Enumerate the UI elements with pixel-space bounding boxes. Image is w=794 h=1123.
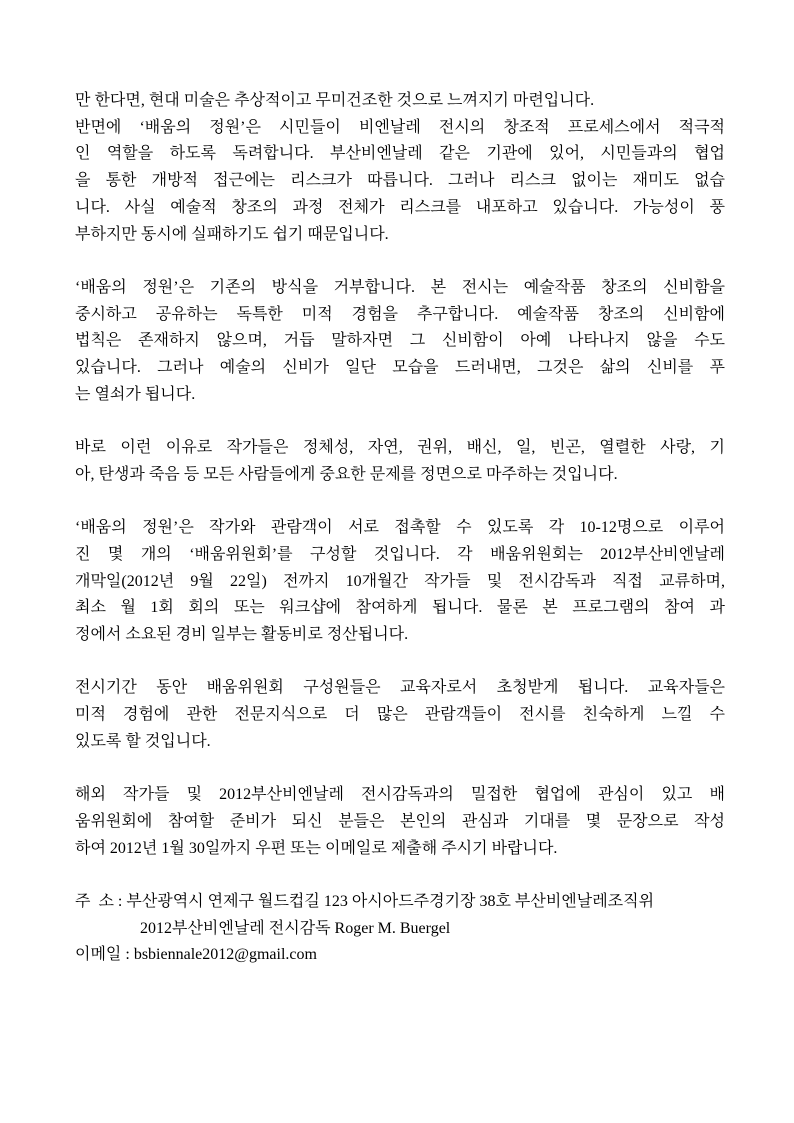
text-line: 개막일(2012년 9월 22일) 전까지 10개월간 작가들 및 전시감독과 직접 교류하며,: [75, 572, 725, 590]
paragraph: [75, 115, 725, 249]
address-line: [75, 889, 725, 916]
document-content: [75, 88, 725, 969]
paragraph: [75, 515, 725, 649]
text-line: 하여 2012년 1월 30일까지 우편 또는 이메일로 제출해 주시기 바랍니다.: [75, 839, 558, 857]
text-line: 부하지만 동시에 실패하기도 쉽기 때문입니다.: [75, 225, 389, 243]
document-body: [75, 88, 725, 862]
paragraph: [75, 675, 725, 755]
address-label: 주 소 :: [75, 893, 127, 910]
contact-block: [75, 889, 725, 969]
text-line: 인 역할을 하도록 독려합니다. 부산비엔날레 같은 기관에 있어, 시민들과의 협업: [75, 145, 725, 163]
address-line-2: 2012부산비엔날레 전시감독 Roger M. Buergel: [140, 919, 451, 937]
text-line: 미적 경험에 관한 전문지식으로 더 많은 관람객들이 전시를 친숙하게 느낄 수: [75, 706, 725, 724]
text-line: 최소 월 1회 회의 또는 워크샵에 참여하게 됩니다. 물론 본 프로그램의 참여 과: [75, 599, 725, 617]
address-value: 부산광역시 연제구 월드컵길 123 아시아드주경기장 38호 부산비엔날레조직위: [126, 893, 655, 910]
text-line: 바로 이런 이유로 작가들은 정체성, 자연, 권위, 배신, 일, 빈곤, 열렬한 사랑, 기: [75, 439, 725, 457]
text-line: 있도록 할 것입니다.: [75, 732, 211, 750]
text-line: 을 통한 개방적 접근에는 리스크가 따릅니다. 그러나 리스크 없이는 재미도 없습: [75, 172, 725, 190]
text-line: ‘배움의 정원’은 작가와 관람객이 서로 접촉할 수 있도록 각 10-12명으로 이루어: [75, 519, 725, 537]
paragraph: [75, 435, 725, 488]
text-line: 있습니다. 그러나 예술의 신비가 일단 모습을 드러내면, 그것은 삶의 신비를 푸: [75, 359, 725, 377]
text-line: 정에서 소요된 경비 일부는 활동비로 정산됩니다.: [75, 626, 409, 644]
text-line: 아, 탄생과 죽음 등 모든 사람들에게 중요한 문제를 정면으로 마주하는 것입니다.: [75, 465, 618, 483]
paragraph: [75, 782, 725, 862]
text-line: 니다. 사실 예술적 창조의 과정 전체가 리스크를 내포하고 있습니다. 가능성이 풍: [75, 198, 725, 216]
text-line: 반면에 ‘배움의 정원’은 시민들이 비엔날레 전시의 창조적 프로세스에서 적극적: [75, 118, 725, 136]
text-line: 법칙은 존재하지 않으며, 거듭 말하자면 그 신비함이 아예 나타나지 않을 수도: [75, 332, 725, 350]
text-line: ‘배움의 정원’은 기존의 방식을 거부합니다. 본 전시는 예술작품 창조의 신비함을: [75, 278, 725, 296]
text-line: 는 열쇠가 됩니다.: [75, 385, 196, 403]
text-line: 중시하고 공유하는 독특한 미적 경험을 추구합니다. 예술작품 창조의 신비함에: [75, 305, 725, 323]
email-label: 이메일 :: [75, 946, 134, 964]
text-line: 만 한다면, 현대 미술은 추상적이고 무미건조한 것으로 느껴지기 마련입니다.: [75, 92, 595, 109]
text-line: 움위원회에 참여할 준비가 되신 분들은 본인의 관심과 기대를 몇 문장으로 작성: [75, 812, 725, 830]
email-value: bsbiennale2012@gmail.com: [133, 946, 317, 964]
text-line: 해외 작가들 및 2012부산비엔날레 전시감독과의 밀접한 협업에 관심이 있고 배: [75, 786, 725, 804]
text-line: 전시기간 동안 배움위원회 구성원들은 교육자로서 초청받게 됩니다. 교육자들은: [75, 679, 725, 697]
paragraph: [75, 88, 725, 115]
email-line: [75, 942, 725, 969]
text-line: 진 몇 개의 ‘배움위원회’를 구성할 것입니다. 각 배움위원회는 2012부산비엔날레: [75, 545, 725, 563]
paragraph: [75, 275, 725, 409]
